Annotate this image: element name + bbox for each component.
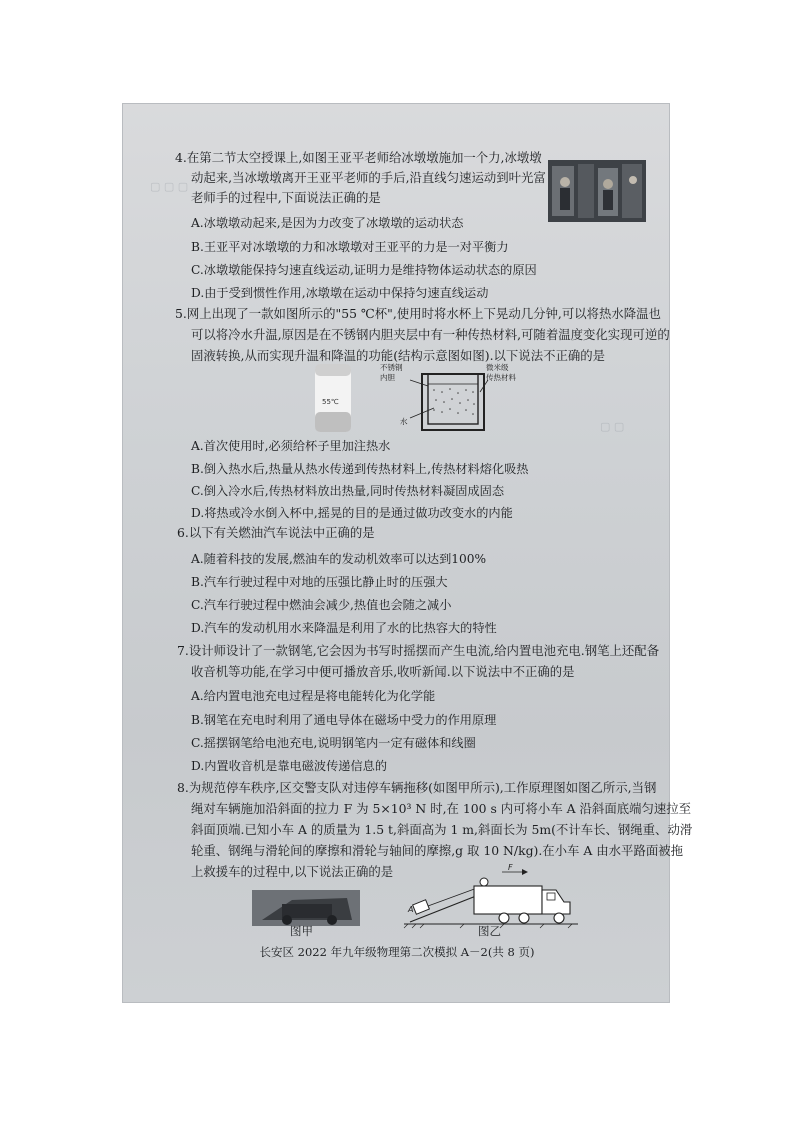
- label-water: 水: [400, 417, 408, 426]
- caption-figure-a: 图甲: [290, 924, 313, 938]
- q7-line-2: 收音机等功能,在学习中便可播放音乐,收听新闻.以下说法中不正确的是: [191, 664, 575, 679]
- cup-figure: [310, 362, 516, 434]
- q8-line-4: 轮重、钢绳与滑轮间的摩擦和滑轮与轴间的摩擦,g 取 10 N/kg).在小车 A 由水平路面被拖: [191, 843, 684, 858]
- bleed-through-text: ▢ ▢: [600, 420, 625, 433]
- cup-label: 55℃: [322, 398, 339, 406]
- label-force-f: F: [508, 863, 513, 872]
- q4-line-1: 4.在第二节太空授课上,如图王亚平老师给冰墩墩施加一个力,冰墩墩: [175, 150, 542, 165]
- q8-line-1: 8.为规范停车秩序,区交警支队对违停车辆拖移(如图甲所示),工作原理图如图乙所示,当钢: [177, 780, 657, 795]
- q4-line-3: 老师手的过程中,下面说法正确的是: [191, 190, 381, 205]
- q5-option-d: D.将热或冷水倒入杯中,摇晃的目的是通过做功改变水的内能: [191, 506, 513, 520]
- q6-line-1: 6.以下有关燃油汽车说法中正确的是: [177, 525, 375, 540]
- space-station-photo: [548, 160, 646, 222]
- q4-option-b: B.王亚平对冰墩墩的力和冰墩墩对王亚平的力是一对平衡力: [191, 240, 509, 254]
- label-stainless-2: 内胆: [380, 373, 395, 382]
- q5-option-c: C.倒入冷水后,传热材料放出热量,同时传热材料凝固成固态: [191, 484, 505, 498]
- q4-line-2: 动起来,当冰墩墩离开王亚平老师的手后,沿直线匀速运动到叶光富: [191, 170, 546, 185]
- q6-option-c: C.汽车行驶过程中燃油会减少,热值也会随之减小: [191, 598, 452, 612]
- caption-figure-b: 图乙: [478, 924, 501, 938]
- q7-option-c: C.摇摆钢笔给电池充电,说明钢笔内一定有磁体和线圈: [191, 736, 476, 750]
- bleed-through-text: ▢ ▢ ▢: [150, 180, 189, 193]
- label-material-2: 传热材料: [486, 373, 516, 382]
- q4-option-d: D.由于受到惯性作用,冰墩墩在运动中保持匀速直线运动: [191, 286, 489, 300]
- page-footer: 长安区 2022 年九年级物理第二次模拟 A－2(共 8 页): [259, 945, 535, 959]
- q7-line-1: 7.设计师设计了一款钢笔,它会因为书写时摇摆而产生电流,给内置电池充电.钢笔上还配备: [177, 643, 660, 658]
- q8-line-2: 绳对车辆施加沿斜面的拉力 F 为 5×10³ N 时,在 100 s 内可将小车 A 沿斜面底端匀速拉至: [191, 801, 692, 816]
- q7-option-d: D.内置收音机是靠电磁波传递信息的: [191, 759, 388, 773]
- label-car-a: A: [408, 905, 414, 914]
- q8-line-3: 斜面顶端.已知小车 A 的质量为 1.5 t,斜面高为 1 m,斜面长为 5m(不计车长、钢绳重、动滑: [191, 822, 693, 837]
- tow-photo: [252, 890, 360, 926]
- q5-option-b: B.倒入热水后,热量从热水传递到传热材料上,传热材料熔化吸热: [191, 462, 529, 476]
- q5-line-1: 5.网上出现了一款如图所示的"55 ℃杯",使用时将水杯上下晃动几分钟,可以将热水降温也: [175, 306, 661, 321]
- q6-option-a: A.随着科技的发展,燃油车的发动机效率可以达到100%: [191, 552, 487, 566]
- q8-line-5: 上救援车的过程中,以下说法正确的是: [191, 864, 394, 879]
- q7-option-b: B.钢笔在充电时利用了通电导体在磁场中受力的作用原理: [191, 713, 497, 727]
- q5-option-a: A.首次使用时,必须给杯子里加注热水: [191, 439, 391, 453]
- label-material-1: 微米级: [486, 363, 509, 372]
- q6-option-d: D.汽车的发动机用水来降温是利用了水的比热容大的特性: [191, 621, 497, 635]
- q4-option-a: A.冰墩墩动起来,是因为力改变了冰墩墩的运动状态: [191, 216, 464, 230]
- q4-option-c: C.冰墩墩能保持匀速直线运动,证明力是维持物体运动状态的原因: [191, 263, 537, 277]
- q5-line-2: 可以将冷水升温,原因是在不锈钢内胆夹层中有一种传热材料,可随着温度变化实现可逆的: [191, 327, 670, 342]
- label-stainless-1: 不锈钢: [380, 363, 403, 372]
- q5-line-3: 固液转换,从而实现升温和降温的功能(结构示意图如图).以下说法不正确的是: [191, 348, 606, 363]
- q7-option-a: A.给内置电池充电过程是将电能转化为化学能: [191, 689, 436, 703]
- q6-option-b: B.汽车行驶过程中对地的压强比静止时的压强大: [191, 575, 448, 589]
